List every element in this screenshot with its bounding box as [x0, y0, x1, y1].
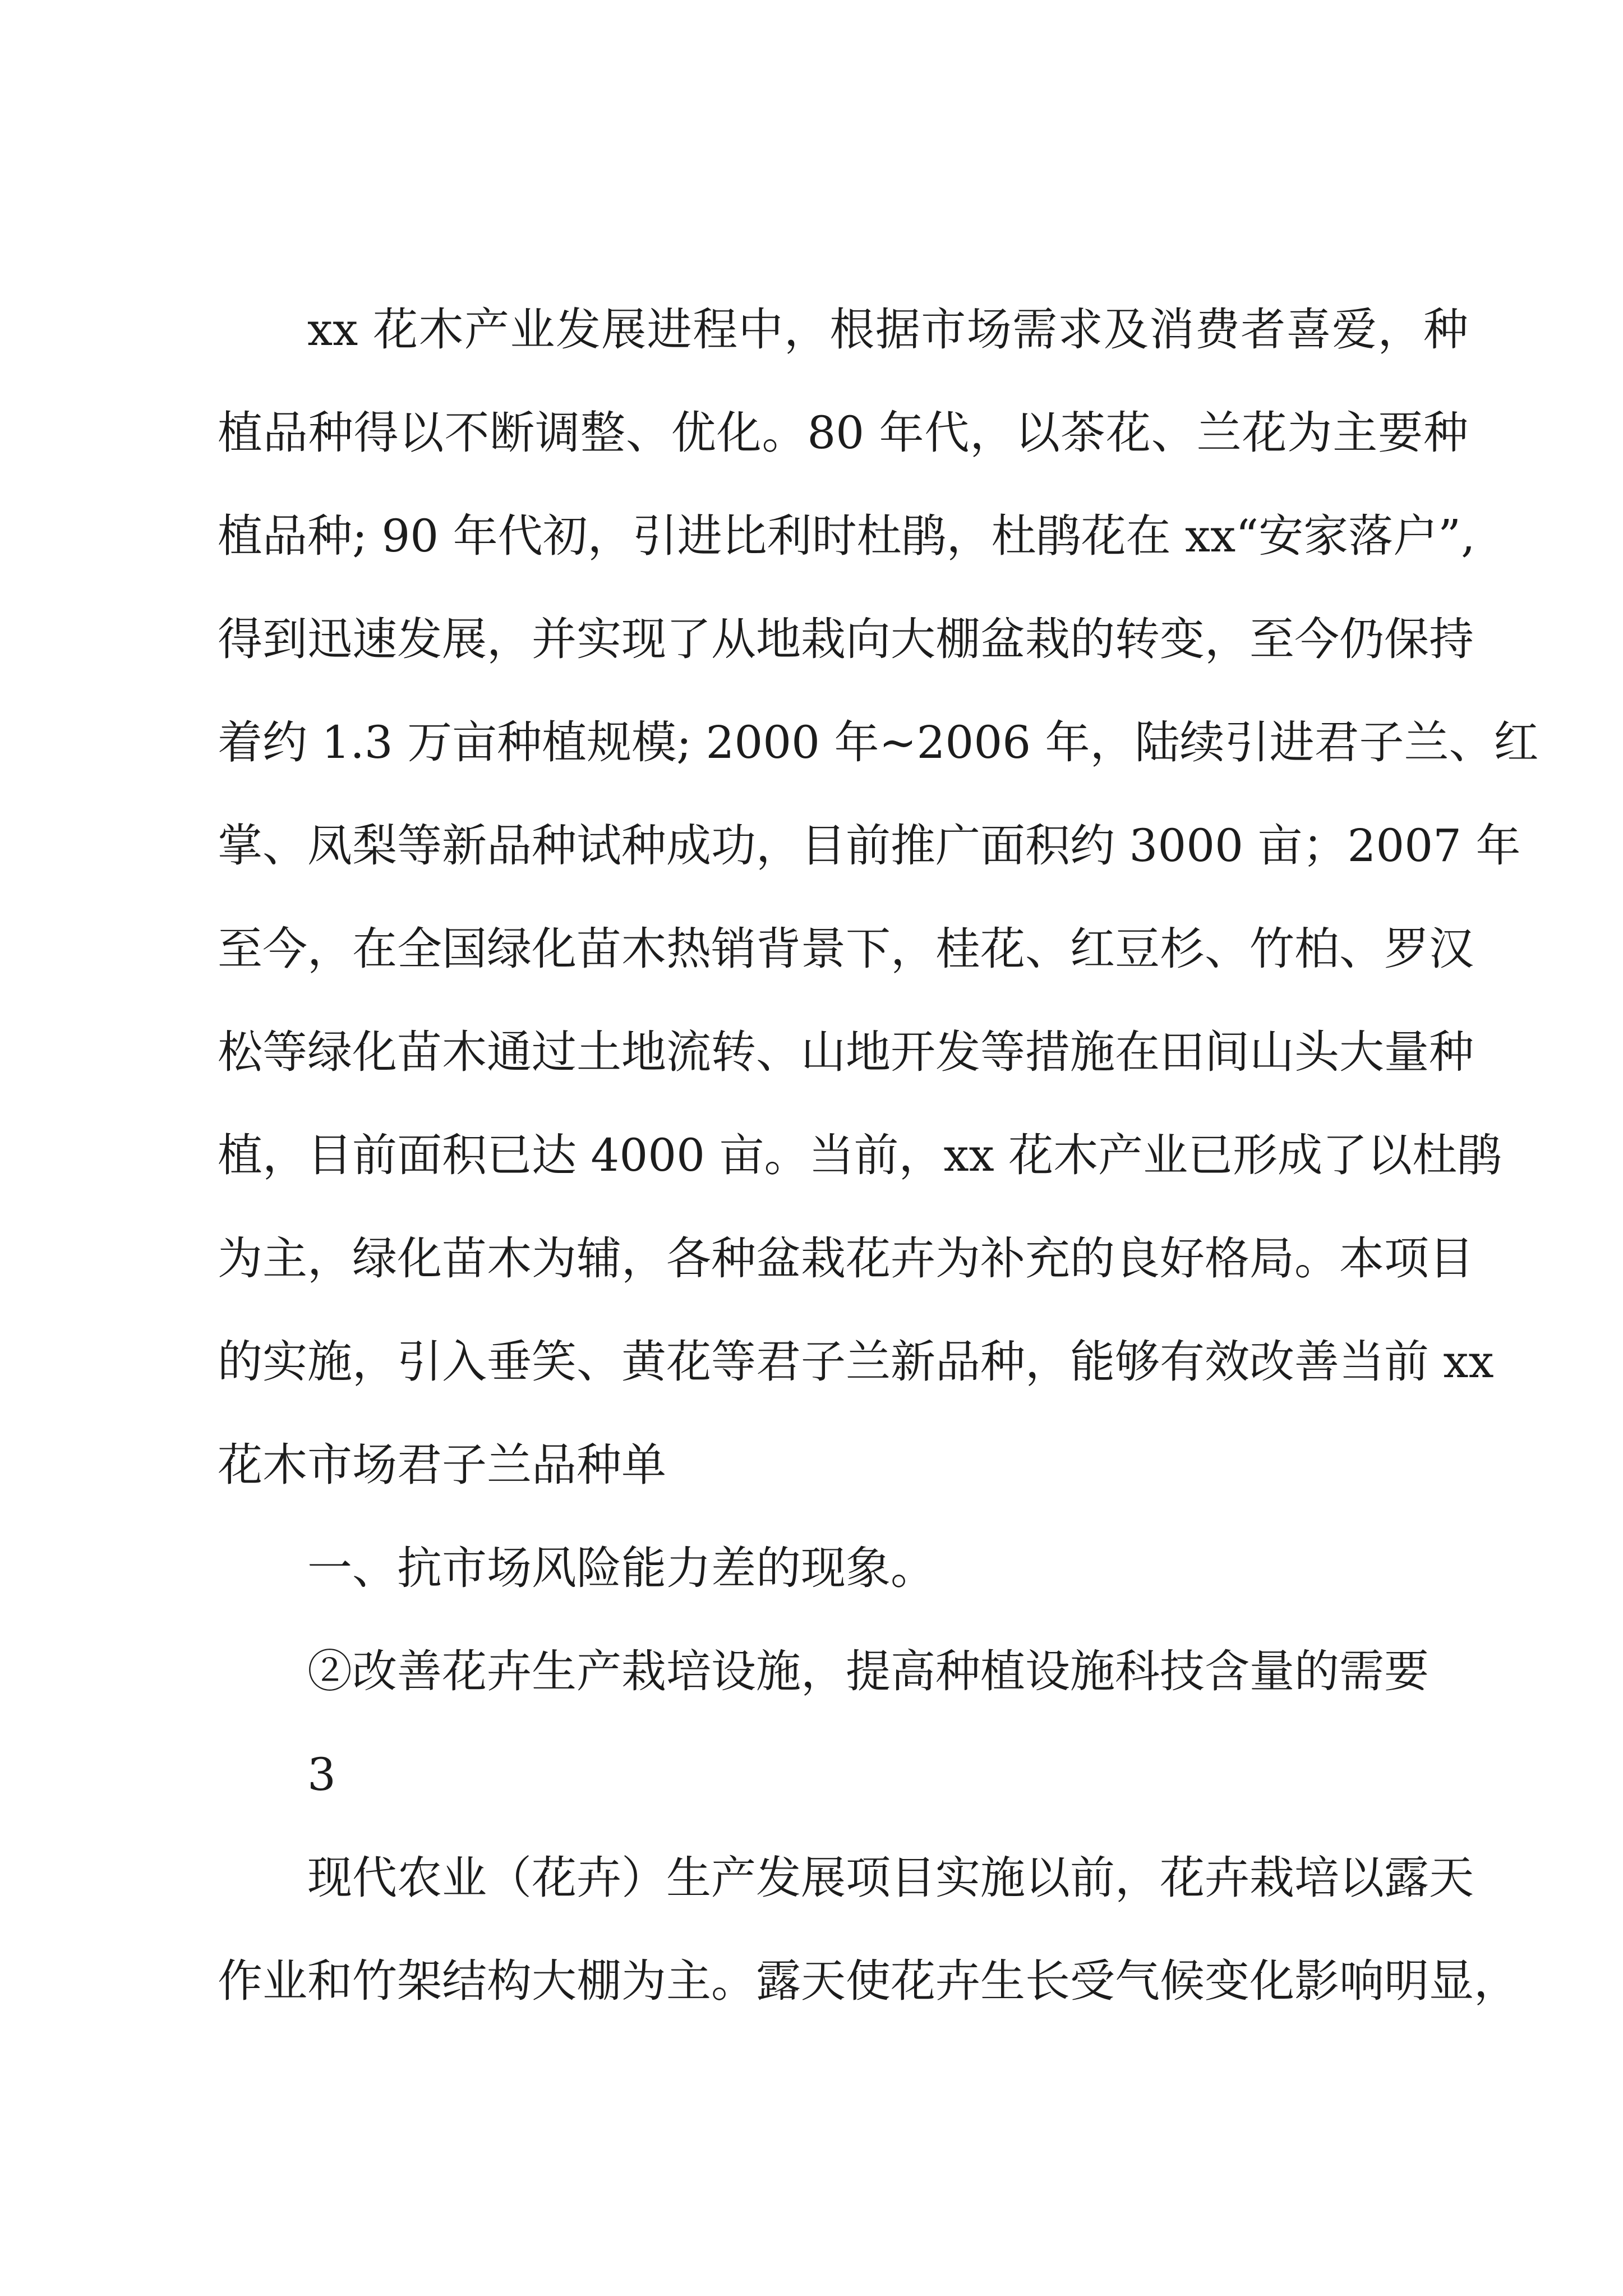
paragraph-1-line-11: 的实施，引入垂笑、黄花等君子兰新品种，能够有效改善当前 xx [218, 1336, 1494, 1388]
paragraph-4: 3 [307, 1749, 336, 1801]
paragraph-1-line-2: 植品种得以不断调整、优化。80 年代，以茶花、兰花为主要种 [218, 407, 1468, 459]
paragraph-1-line-5: 着约 1.3 万亩种植规模; 2000 年~2006 年，陆续引进君子兰、红 [218, 716, 1539, 769]
paragraph-5-line-2: 作业和竹架结构大棚为主。露天使花卉生长受气候变化影响明显， [218, 1955, 1519, 2007]
paragraph-1-line-9: 植，目前面积已达 4000 亩。当前，xx 花木产业已形成了以杜鹃 [218, 1129, 1502, 1181]
paragraph-1-line-12: 花木市场君子兰品种单 [218, 1439, 666, 1491]
paragraph-5-line-1: 现代农业（花卉）生产发展项目实施以前，花卉栽培以露天 [307, 1852, 1474, 1904]
paragraph-1-line-6: 掌、凤梨等新品种试种成功，目前推广面积约 3000 亩；2007 年 [218, 820, 1521, 872]
paragraph-1-line-10: 为主，绿化苗木为辅，各种盆栽花卉为补充的良好格局。本项目 [218, 1232, 1474, 1285]
paragraph-1-line-1: xx 花木产业发展进程中，根据市场需求及消费者喜爱，种 [307, 303, 1468, 356]
paragraph-2: 一、抗市场风险能力差的现象。 [307, 1542, 935, 1594]
paragraph-1-line-4: 得到迅速发展，并实现了从地栽向大棚盆栽的转变，至今仍保持 [218, 613, 1474, 665]
paragraph-1-line-7: 至今，在全国绿化苗木热销背景下，桂花、红豆杉、竹柏、罗汉 [218, 923, 1474, 975]
paragraph-3: ②改善花卉生产栽培设施，提高种植设施科技含量的需要 [307, 1645, 1429, 1697]
paragraph-1-line-8: 松等绿化苗木通过土地流转、山地开发等措施在田间山头大量种 [218, 1026, 1474, 1078]
paragraph-1-line-3: 植品种; 90 年代初，引进比利时杜鹃，杜鹃花在 xx“安家落户”, [218, 510, 1476, 562]
